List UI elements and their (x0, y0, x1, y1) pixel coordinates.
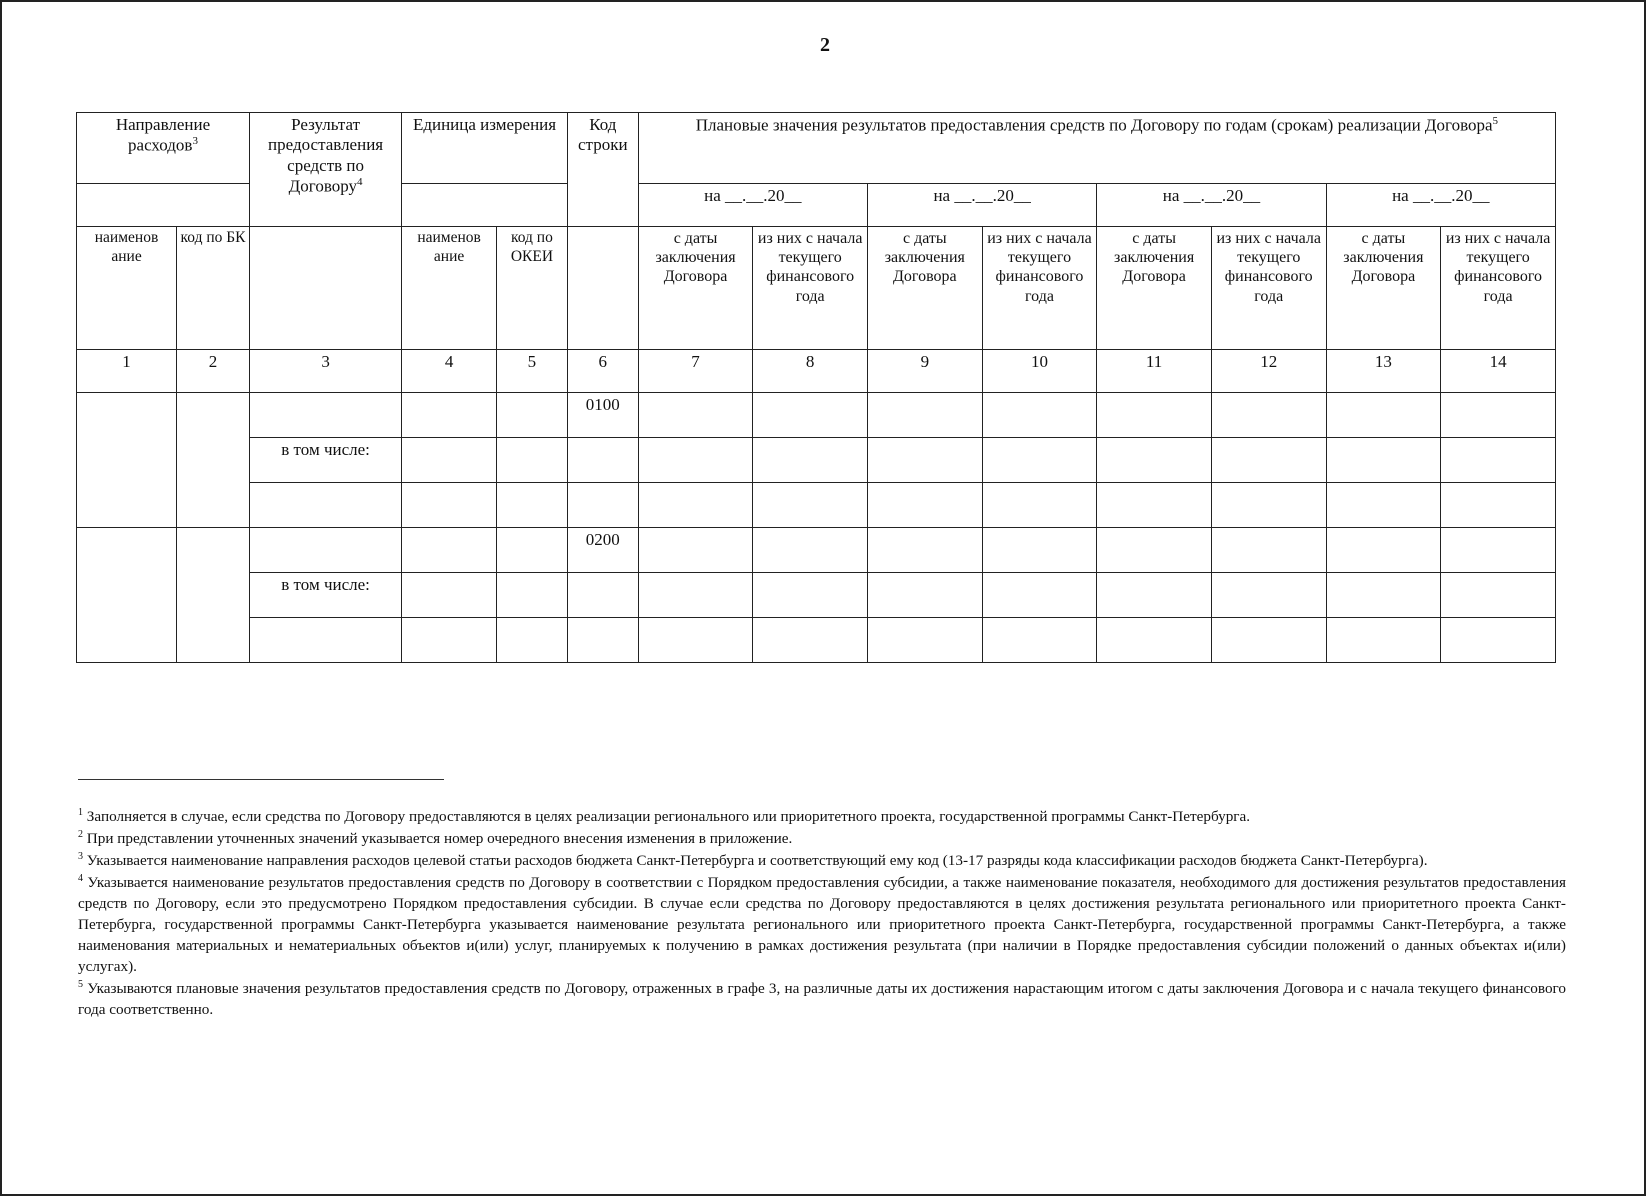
footnote-text: Указывается наименование результатов предоставления средств по Договору в соответствии с Порядком предоставления субсидии, а также наименование показателя, необходимого для достижения результатов предоставления средств по Договору, если это предусмотрено Порядком предоставления субсидии. В случае если средства по Договору предоставляются в целях достижения результата регионального или приоритетного проекта Санкт-Петербурга, государственной программы Санкт-Петербурга указывается наименование результата регионального или приоритетного проекта Санкт-Петербурга, государственной программы Санкт-Петербурга, а также наименования материальных и нематериальных объектов и(или) услуг, планируемых к получению в рамках достижения результата (при наличии в Порядке предоставления субсидии положений о данных объектах и(или) услугах). (78, 874, 1566, 976)
cell-value[interactable] (1211, 483, 1326, 528)
cell-unit-code[interactable] (497, 483, 568, 528)
cell-line-code[interactable] (567, 618, 638, 663)
header-unit-name: наименов ание (402, 227, 497, 350)
cell-direction-name[interactable] (77, 528, 177, 663)
table-row (77, 528, 1556, 573)
cell-value[interactable] (868, 483, 983, 528)
header-direction-code: код по БК (177, 227, 250, 350)
cell-value[interactable] (1097, 483, 1212, 528)
column-number-row (77, 350, 1556, 393)
cell-value[interactable] (982, 573, 1097, 618)
footnote-mark: 2 (78, 829, 83, 841)
header-result (250, 113, 402, 227)
header-direction-spacer (77, 184, 250, 227)
cell-unit-code[interactable] (497, 528, 568, 573)
cell-value[interactable] (753, 573, 868, 618)
cell-value[interactable] (982, 438, 1097, 483)
cell-value[interactable] (1097, 573, 1212, 618)
cell-value[interactable] (638, 573, 753, 618)
header-period-3: на __.__.20__ (1097, 184, 1326, 227)
cell-value[interactable] (638, 618, 753, 663)
column-number: 6 (567, 350, 638, 393)
cell-value[interactable] (1211, 618, 1326, 663)
column-number: 4 (402, 350, 497, 393)
header-direction-label: Направление расходов (115, 115, 211, 156)
cell-value[interactable] (1211, 573, 1326, 618)
footnote-text: Указываются плановые значения результатов предоставления средств по Договору, отраженных в графе 3, на различные даты их достижения нарастающим итогом с даты заключения Договора и с начала текущего финансового года соответственно. (78, 980, 1566, 1019)
cell-value[interactable] (1097, 618, 1212, 663)
cell-line-code[interactable] (567, 483, 638, 528)
cell-unit-code[interactable] (497, 573, 568, 618)
cell-value[interactable] (868, 573, 983, 618)
footnote-3 (78, 850, 1566, 872)
header-from-fy-2: из них с начала текущего финансового года (982, 227, 1097, 350)
header-period-4: на __.__.20__ (1326, 184, 1555, 227)
footnote-1 (78, 806, 1566, 828)
cell-value[interactable] (753, 528, 868, 573)
column-number: 14 (1441, 350, 1556, 393)
column-number: 10 (982, 350, 1097, 393)
column-number: 3 (250, 350, 402, 393)
cell-line-code[interactable] (567, 438, 638, 483)
cell-including-label: в том числе: (250, 573, 402, 618)
cell-unit-code[interactable] (497, 618, 568, 663)
cell-value[interactable] (1211, 393, 1326, 438)
header-planned-label: Плановые значения результатов предоставления средств по Договору по годам (срокам) реализации Договора (695, 115, 1493, 135)
page-number: 2 (820, 34, 830, 56)
cell-unit-name[interactable] (402, 618, 497, 663)
cell-value[interactable] (753, 393, 868, 438)
cell-unit-name[interactable] (402, 483, 497, 528)
column-number: 5 (497, 350, 568, 393)
cell-value[interactable] (753, 483, 868, 528)
header-unit-spacer (402, 184, 568, 227)
cell-value[interactable] (982, 528, 1097, 573)
cell-value[interactable] (1326, 618, 1441, 663)
header-from-fy-3: из них с начала текущего финансового года (1211, 227, 1326, 350)
cell-value[interactable] (1326, 528, 1441, 573)
cell-value[interactable] (1097, 438, 1212, 483)
cell-unit-name[interactable] (402, 393, 497, 438)
results-table (76, 112, 1556, 663)
cell-value[interactable] (868, 438, 983, 483)
cell-value[interactable] (982, 483, 1097, 528)
footnotes (78, 806, 1566, 1021)
cell-including-label: в том числе: (250, 438, 402, 483)
column-number: 13 (1326, 350, 1441, 393)
footnote-ref-4: 4 (357, 176, 363, 189)
cell-line-code[interactable] (567, 573, 638, 618)
cell-value[interactable] (868, 618, 983, 663)
cell-value[interactable] (1211, 438, 1326, 483)
cell-value[interactable] (982, 393, 1097, 438)
header-from-contract-3: с даты заключения Договора (1097, 227, 1212, 350)
cell-value[interactable] (1441, 573, 1556, 618)
table-row (77, 483, 1556, 528)
header-period-1: на __.__.20__ (638, 184, 867, 227)
cell-direction-code[interactable] (177, 528, 250, 663)
footnote-ref-3: 3 (192, 135, 198, 148)
footnote-text: Заполняется в случае, если средства по Договору предоставляются в целях реализации регионального или приоритетного проекта, государственной программы Санкт-Петербурга. (86, 808, 1251, 826)
cell-value[interactable] (753, 618, 868, 663)
cell-line-code: 0100 (567, 393, 638, 438)
header-from-contract-4: с даты заключения Договора (1326, 227, 1441, 350)
cell-value[interactable] (638, 528, 753, 573)
column-number: 2 (177, 350, 250, 393)
cell-direction-code[interactable] (177, 393, 250, 528)
column-number: 7 (638, 350, 753, 393)
cell-value[interactable] (1441, 393, 1556, 438)
cell-value[interactable] (1326, 438, 1441, 483)
cell-value[interactable] (1211, 528, 1326, 573)
header-direction-name: наименов ание (77, 227, 177, 350)
cell-value[interactable] (1441, 483, 1556, 528)
cell-value[interactable] (638, 393, 753, 438)
cell-value[interactable] (638, 483, 753, 528)
table-row (77, 393, 1556, 438)
cell-value[interactable] (1441, 618, 1556, 663)
cell-value[interactable] (1326, 573, 1441, 618)
cell-value[interactable] (868, 528, 983, 573)
header-row-1 (77, 113, 1556, 184)
column-number: 8 (753, 350, 868, 393)
cell-value[interactable] (1097, 528, 1212, 573)
header-from-contract-1: с даты заключения Договора (638, 227, 753, 350)
column-number: 1 (77, 350, 177, 393)
cell-result[interactable] (250, 483, 402, 528)
cell-result[interactable] (250, 528, 402, 573)
header-direction (77, 113, 250, 184)
column-number: 12 (1211, 350, 1326, 393)
header-result-label: Результат предоставления средств по Договору (268, 115, 384, 196)
table-row (77, 573, 1556, 618)
header-result-cont (250, 227, 402, 350)
cell-value[interactable] (868, 393, 983, 438)
footnote-mark: 5 (78, 979, 83, 990)
cell-value[interactable] (638, 438, 753, 483)
cell-value[interactable] (1326, 393, 1441, 438)
header-from-fy-1: из них с начала текущего финансового года (753, 227, 868, 350)
footnote-mark: 3 (78, 851, 83, 863)
cell-unit-code[interactable] (497, 393, 568, 438)
header-from-fy-4: из них с начала текущего финансового года (1441, 227, 1556, 350)
cell-value[interactable] (1097, 393, 1212, 438)
footnote-2 (78, 828, 1566, 850)
column-number: 9 (868, 350, 983, 393)
cell-value[interactable] (982, 618, 1097, 663)
header-period-2: на __.__.20__ (868, 184, 1097, 227)
footnote-4 (78, 872, 1566, 978)
cell-unit-name[interactable] (402, 573, 497, 618)
footnote-mark: 1 (78, 807, 83, 818)
header-row-3 (77, 227, 1556, 350)
footnote-5 (78, 978, 1566, 1021)
table-row (77, 618, 1556, 663)
header-line-code-cont (567, 227, 638, 350)
cell-value[interactable] (1441, 438, 1556, 483)
cell-line-code: 0200 (567, 528, 638, 573)
cell-value[interactable] (753, 438, 868, 483)
header-planned (638, 113, 1555, 184)
table-row (77, 438, 1556, 483)
header-unit-code: код по ОКЕИ (497, 227, 568, 350)
header-line-code: Код строки (567, 113, 638, 227)
cell-value[interactable] (1441, 528, 1556, 573)
cell-unit-code[interactable] (497, 438, 568, 483)
column-number: 11 (1097, 350, 1212, 393)
header-unit: Единица измерения (402, 113, 568, 184)
footnote-text: Указывается наименование направления расходов целевой статьи расходов бюджета Санкт-Петербурга и соответствующий ему код (13-17 разряды кода классификации расходов бюджета Санкт-Петербурга). (86, 852, 1428, 870)
header-from-contract-2: с даты заключения Договора (868, 227, 983, 350)
cell-unit-name[interactable] (402, 438, 497, 483)
cell-direction-name[interactable] (77, 393, 177, 528)
cell-unit-name[interactable] (402, 528, 497, 573)
footnote-ref-5: 5 (1492, 115, 1499, 127)
cell-result[interactable] (250, 393, 402, 438)
cell-value[interactable] (1326, 483, 1441, 528)
footnote-text: При представлении уточненных значений указывается номер очередного внесения изменения в приложение. (86, 830, 793, 848)
footnote-separator (78, 779, 444, 780)
footnote-mark: 4 (78, 873, 83, 885)
cell-result[interactable] (250, 618, 402, 663)
